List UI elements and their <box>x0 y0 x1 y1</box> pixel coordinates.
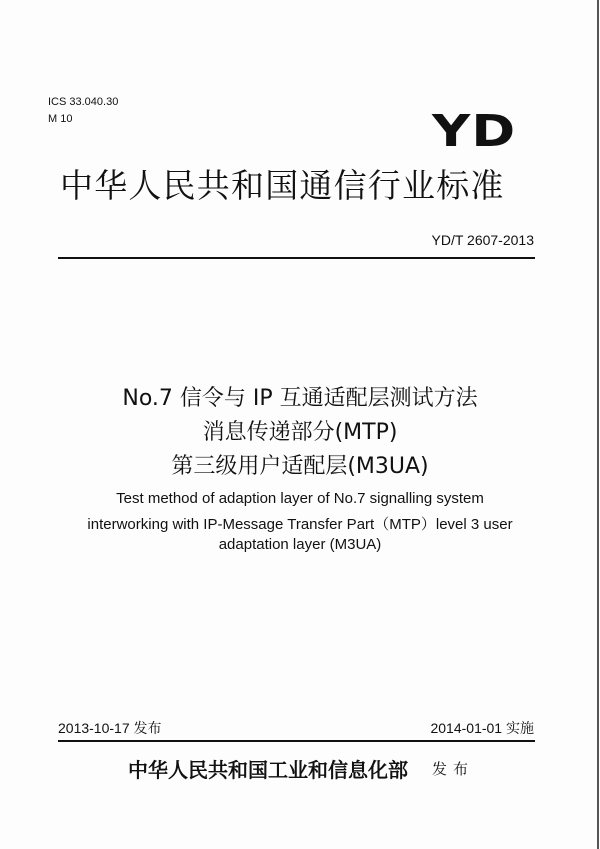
title-zh-line-1: No.7 信令与 IP 互通适配层测试方法 <box>122 386 478 411</box>
publish-label: 发布 <box>432 760 475 778</box>
national-standard-title: 中华人民共和国通信行业标准 <box>60 166 505 205</box>
ccs-code: M 10 <box>48 113 73 125</box>
footer-divider <box>58 740 535 742</box>
title-en-line-3: adaptation layer (M3UA) <box>218 536 382 553</box>
standard-number: YD/T 2607-2013 <box>431 232 534 248</box>
publish-date: 2013-10-17 发布 <box>58 720 162 736</box>
header-divider <box>58 257 535 259</box>
title-zh-line-3: 第三级用户适配层(M3UA) <box>171 454 429 479</box>
title-zh-line-2: 消息传递部分(MTP) <box>202 420 398 445</box>
title-en-line-2: interworking with IP-Message Transfer Part（MTP）level 3 user <box>87 516 513 533</box>
implement-date: 2014-01-01 实施 <box>430 720 534 736</box>
publisher-name: 中华人民共和国工业和信息化部 <box>128 758 408 782</box>
ics-code: ICS 33.040.30 <box>48 96 119 108</box>
yd-logo: YD <box>432 106 517 157</box>
title-en-line-1: Test method of adaption layer of No.7 signalling system <box>116 490 484 507</box>
